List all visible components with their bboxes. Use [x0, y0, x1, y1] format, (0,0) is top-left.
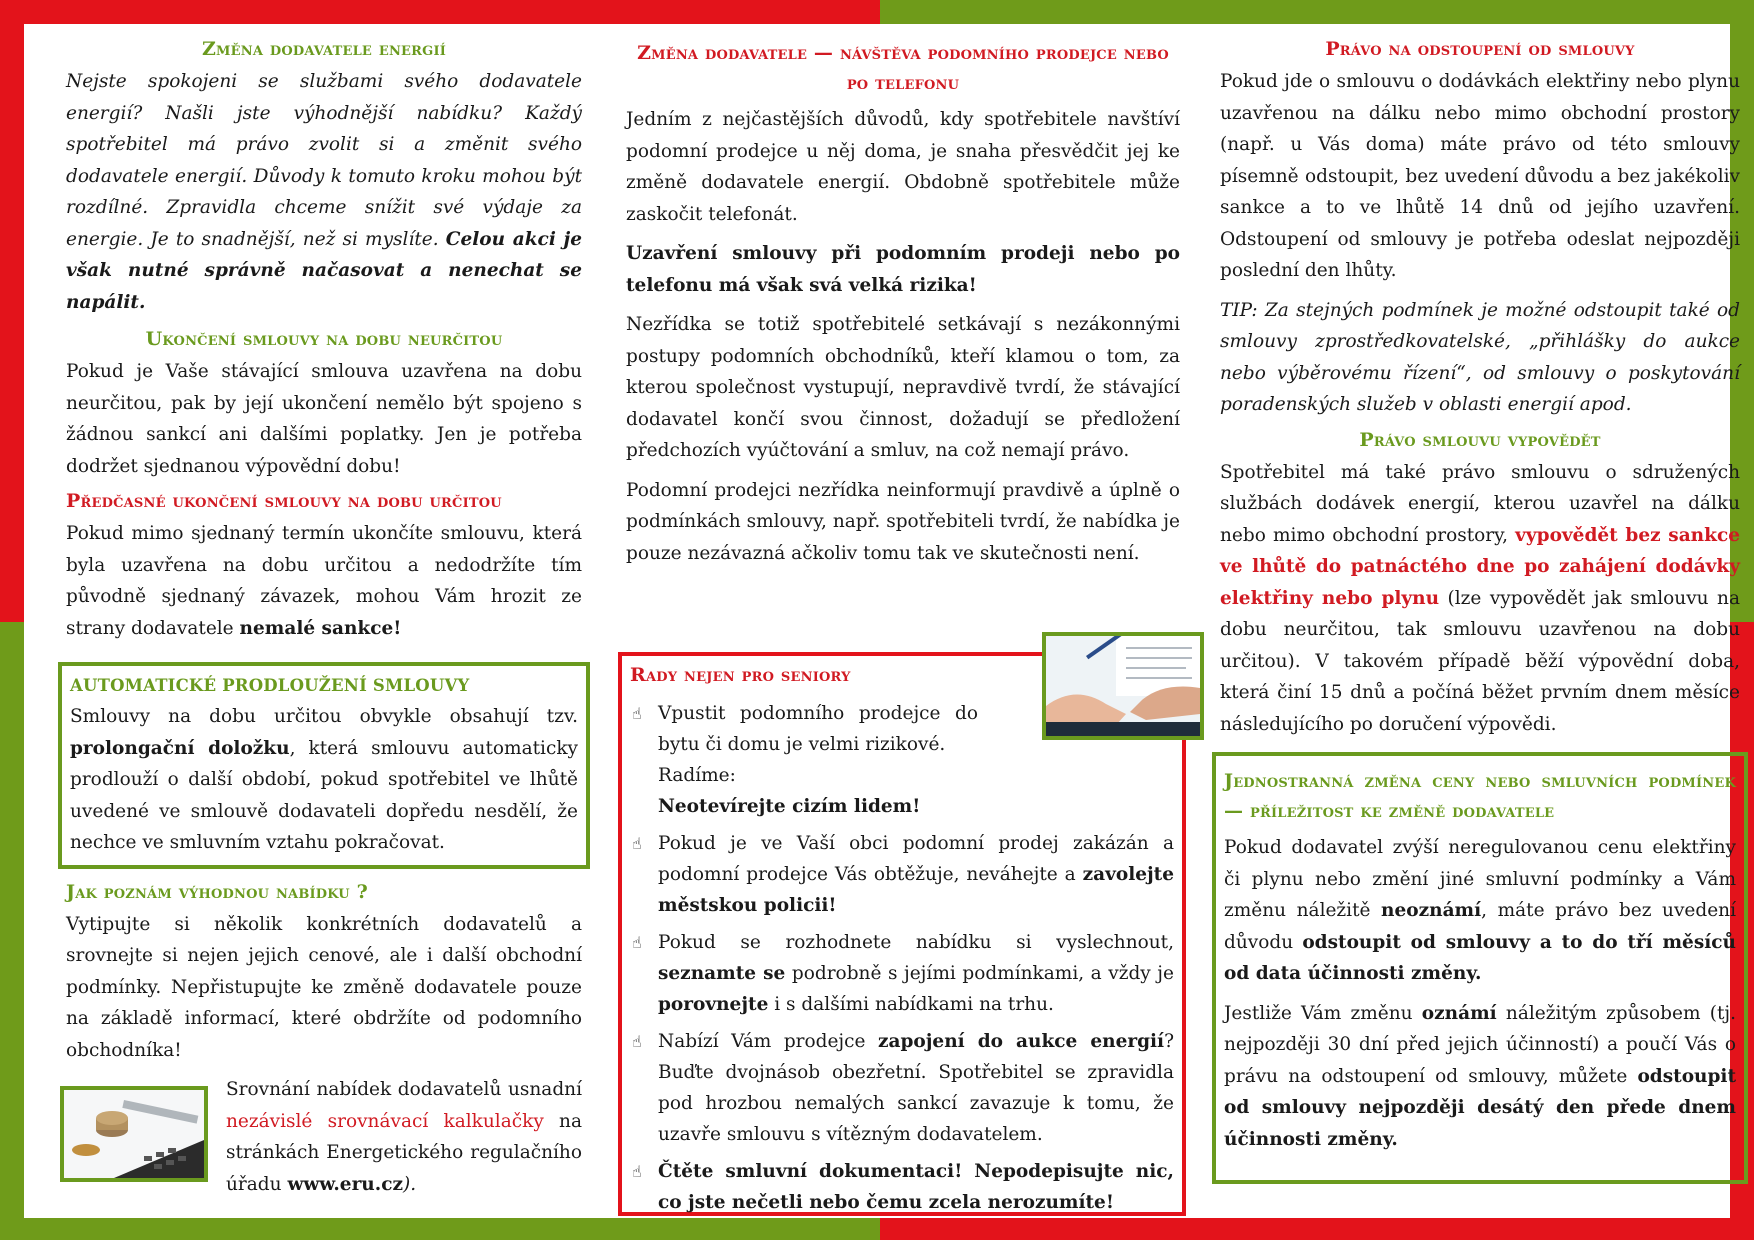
- heading-senior-tips: Rady nejen pro seniory: [630, 664, 851, 686]
- heading-indefinite-contract: Ukončení smlouvy na dobu neurčitou: [145, 328, 503, 350]
- tip-item: ☝ Nabízí Vám prodejce zapojení do aukce energií? Buďte dvojnásob obezřetní. Spotřebitel se zpravidla pod hrozbou nemalých sankcí zavazuje k tomu, že uzavře smlouvu s vítězným dodavatelem.: [630, 1026, 1174, 1150]
- intro-paragraph: Nejste spokojeni se službami svého dodavatele energií? Našli jste výhodnější nabídku? Každý spotřebitel má právo zvolit si a změnit svého dodavatele energií. Důvody k tomuto kroku mohou být rozdílné. Zpravidla chceme snížit své výdaje za energie. Je to snadnější, než si myslíte. Celou akci je však nutné správně načasovat a nenechat se napálit.: [66, 71, 582, 313]
- column-middle: [626, 38, 1180, 1213]
- calculator-coins-photo: [60, 1086, 208, 1182]
- pointing-hand-icon: ☝: [632, 704, 642, 723]
- pointing-hand-icon: ☝: [632, 1032, 642, 1051]
- calculator-section: [66, 1074, 582, 1204]
- heading-early-termination: Předčasné ukončení smlouvy na dobu určitou: [66, 490, 502, 512]
- tip-item: ☝ Čtěte smluvní dokumentaci! Nepodepisujte nic, co jste nečetli nebo čemu zcela nerozumíte!: [630, 1156, 1174, 1218]
- auto-renewal-box: [58, 662, 590, 869]
- indefinite-contract-text: Pokud je Vaše stávající smlouva uzavřena na dobu neurčitou, pak by její ukončení nemělo být spojeno s žádnou sankcí ani dalšími poplatky. Jen je potřeba dodržet sjednanou výpovědní dobu!: [66, 361, 582, 477]
- column-right: [1220, 38, 1740, 1184]
- auto-renewal-text: Smlouvy na dobu určitou obvykle obsahují tzv. prolongační doložku, která smlouvu automaticky prodlouží o další období, pokud spotřebitel ve lhůtě uvedené ve smlouvě dodavateli dopředu nesdělí, že nechce ve smluvním vztahu pokračovat.: [70, 706, 578, 853]
- heading-change-supplier: Změna dodavatele energií: [201, 38, 447, 60]
- withdrawal-tip: TIP: Za stejných podmínek je možné odstoupit také od smlouvy zprostředkovatelské, „přihlášky do aukce nebo výběrovému řízení“, od smlouvy o poskytování poradenských služeb v oblasti energií apod.: [1220, 299, 1740, 415]
- leaflet-page: [24, 24, 1740, 1218]
- misinformation-text: Podomní prodejci nezřídka neinformují pravdivě a úplně o podmínkách smlouvy, např. spotřebiteli tvrdí, že nabídka je pouze nezávazná ačkoliv tomu tak ve skutečnosti není.: [626, 479, 1180, 564]
- tip-item: ☝ Vpustit podomního prodejce do bytu či domu je velmi rizikové. Radíme: Neotevírejte cizím lidem!: [630, 698, 978, 822]
- heading-door-to-door: Změna dodavatele — návštěva podomního prodejce nebo po telefonu: [637, 42, 1169, 94]
- termination-right-text: Spotřebitel má také právo smlouvu o sdružených službách dodávek energií, kterou uzavřel na dálku nebo mimo obchodní prostory, vypovědět bez sankce ve lhůtě do patnáctého dne po zahájení dodávky elektřiny nebo plynu (lze vypovědět jak smlouvu na dobu neurčitou, tak smlouvu uzavřenou na dobu určitou). V takovém případě běží výpovědní doba, která činí 15 dnů a počíná běžet prvním dnem měsíce následujícího po doručení výpovědi.: [1220, 461, 1740, 735]
- calculator-coins-icon: [64, 1090, 204, 1178]
- eru-link[interactable]: www.eru.cz: [287, 1173, 403, 1195]
- pointing-hand-icon: ☝: [632, 1162, 642, 1181]
- good-offer-text: Vytipujte si několik konkrétních dodavatelů a srovnejte si nejen jejich cenové, ale i další obchodní podmínky. Nepřistupujte ke změně dodavatele pouze na základě informací, které obdržíte od podomního obchodníka!: [66, 913, 582, 1061]
- heading-auto-renewal: AUTOMATICKÉ PRODLOUŽENÍ SMLOUVY: [70, 676, 470, 695]
- heading-good-offer: Jak poznám výhodnou nabídku ?: [66, 880, 368, 903]
- heading-termination-right: Právo smlouvu vypovědět: [1359, 428, 1601, 451]
- illegal-practices-text: Nezřídka se totiž spotřebitelé setkávají s nezákonnými postupy podomních obchodníků, kteří klamou o tom, za kterou společnost vystupují, nepravdivě tvrdí, že stávající dodavatel končí svou činnost, dožadují se předložení předchozích vyúčtování a smluv, na což nemají právo.: [626, 314, 1180, 461]
- heading-price-change: Jednostranná změna ceny nebo smluvních podmínek — příležitost ke změně dodavatele: [1224, 770, 1736, 822]
- pointing-hand-icon: ☝: [632, 933, 642, 952]
- door-to-door-risk: Uzavření smlouvy při podomním prodeji nebo po telefonu má však svá velká rizika!: [626, 243, 1180, 296]
- price-change-text: Pokud dodavatel zvýší neregulovanou cenu elektřiny či plynu nebo změní jiné smluvní podmínky a Vám změnu náležitě neoznámí, máte právo bez uvedení důvodu odstoupit od smlouvy a to do tří měsíců od data účinnosti změny.: [1224, 837, 1736, 984]
- price-change-notice-text: Jestliže Vám změnu oznámí náležitým způsobem (tj. nejpozději 30 dní před jejich účinností) a poučí Vás o právu na odstoupení od smlouvy, můžete odstoupit od smlouvy nejpozději desátý den přede dnem účinnosti změny.: [1224, 1002, 1736, 1150]
- senior-tips-list: [630, 698, 1174, 1218]
- handshake-contract-photo: [1042, 632, 1204, 740]
- tip-item: ☝ Pokud se rozhodnete nabídku si vyslechnout, seznamte se podrobně s jejími podmínkami, a vždy je porovnejte i s dalšími nabídkami na trhu.: [630, 927, 1174, 1020]
- signing-contract-icon: [1046, 636, 1200, 736]
- heading-withdrawal-right: Právo na odstoupení od smlouvy: [1325, 38, 1635, 60]
- early-termination-text: Pokud mimo sjednaný termín ukončíte smlouvu, která byla uzavřena na dobu určitou a nedodržíte tím původně sjednaný závazek, mohou Vám hrozit ze strany dodavatele nemalé sankce!: [66, 523, 582, 639]
- calculator-text: Srovnání nabídek dodavatelů usnadní nezávislé srovnávací kalkulačky na stránkách Energetického regulačního úřadu www.eru.cz).: [226, 1079, 582, 1195]
- price-change-box: [1212, 752, 1748, 1184]
- column-left: [66, 38, 582, 1204]
- withdrawal-right-text: Pokud jde o smlouvu o dodávkách elektřiny nebo plynu uzavřenou na dálku nebo mimo obchodní prostory (např. u Vás doma) máte právo od této smlouvy písemně odstoupit, bez uvedení důvodu a bez jakékoliv sankce a to ve lhůtě 14 dnů od jejího uzavření. Odstoupení od smlouvy je potřeba odeslat nejpozději poslední den lhůty.: [1220, 71, 1740, 281]
- door-to-door-intro: Jedním z nejčastějších důvodů, kdy spotřebitele navštíví podomní prodejce u něj doma, je snaha přesvědčit jej ke změně dodavatele energií. Obdobně spotřebitele může zaskočit telefonát.: [626, 109, 1180, 225]
- tip-item: ☝ Pokud je ve Vaší obci podomní prodej zakázán a podomní prodejce Vás obtěžuje, neváhejte a zavolejte městskou policii!: [630, 828, 1174, 921]
- pointing-hand-icon: ☝: [632, 834, 642, 853]
